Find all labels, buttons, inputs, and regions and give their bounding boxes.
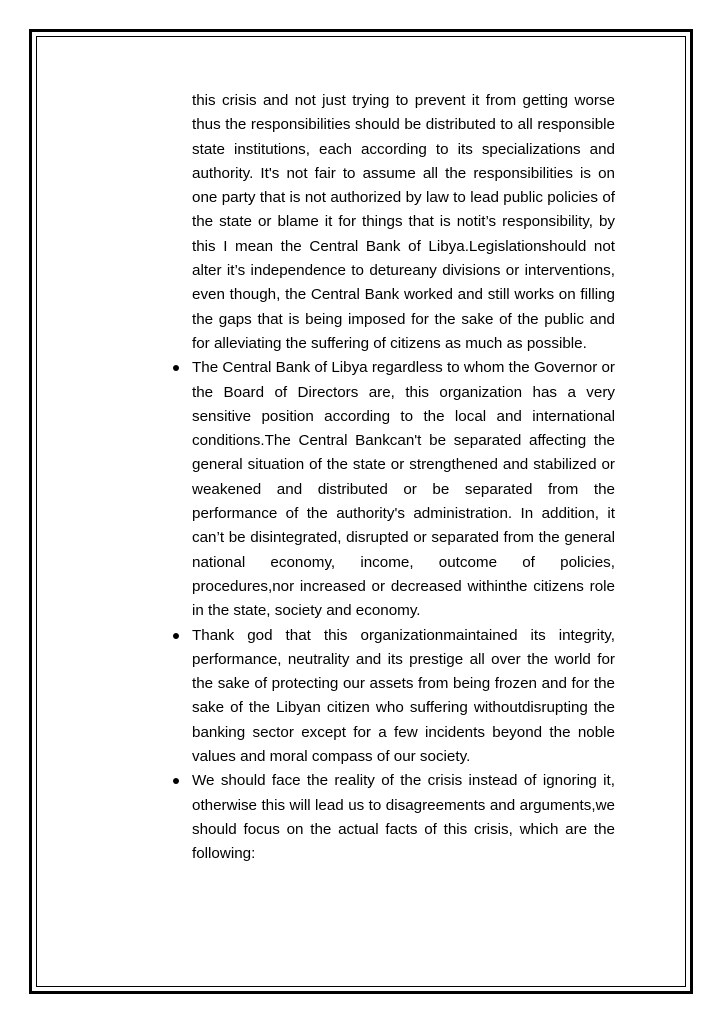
bullet-item	[192, 769, 615, 866]
bullet-item	[192, 356, 615, 623]
bullet-text: We should face the reality of the crisis instead of ignoring it, otherwise this will lead us to disagreements and arguments,we should focus on the actual facts of this crisis, which are the following:	[192, 772, 615, 863]
intro-paragraph: this crisis and not just trying to prevent it from getting worse thus the responsibilities should be distributed to all responsible state institutions, each according to its specializations and authority. It's not fair to assume all the responsibilities is on one party that is not authorized by law to lead public policies of the state or blame it for things that is notit’s responsibility, by this I mean the Central Bank of Libya.Legislationshould not alter it’s independence to detureany divisions or interventions, even though, the Central Bank worked and still works on filling the gaps that is being imposed for the sake of the public and for alleviating the suffering of citizens as much as possible.	[192, 92, 615, 352]
bullet-list	[192, 356, 615, 866]
document-body	[192, 89, 615, 867]
bullet-dot-icon	[171, 769, 181, 793]
bullet-text: The Central Bank of Libya regardless to whom the Governor or the Board of Directors are, this organization has a very sensitive position according to the local and international conditions.The Central Bankcan't be separated affecting the general situation of the state or strengthened and stabilized or weakened and distributed or be separated from the performance of the authority's administration. In addition, it can’t be disintegrated, disrupted or separated from the general national economy, income, outcome of policies, procedures,nor increased or decreased withinthe citizens role in the state, society and economy.	[192, 359, 615, 620]
bullet-dot-icon	[171, 624, 181, 648]
bullet-item	[192, 624, 615, 770]
bullet-dot-icon	[171, 356, 181, 380]
bullet-text: Thank god that this organizationmaintained its integrity, performance, neutrality and its prestige all over the world for the sake of protecting our assets from being frozen and for the sake of the Libyan citizen who suffering withoutdisrupting the banking sector except for a few incidents beyond the noble values and moral compass of our society.	[192, 626, 615, 766]
